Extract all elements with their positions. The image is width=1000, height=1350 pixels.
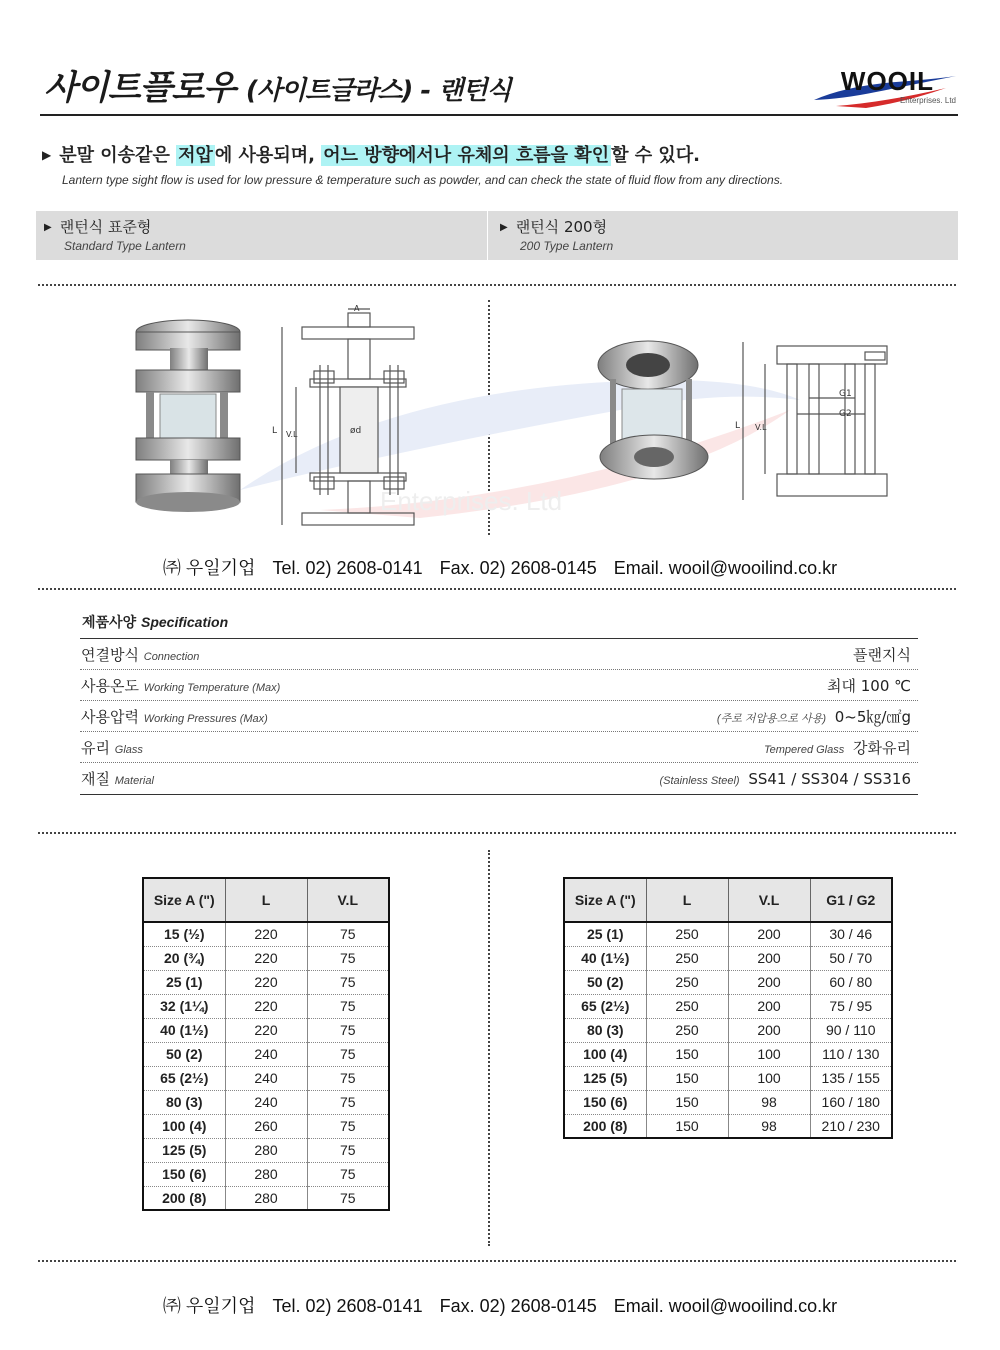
logo-text: WOOIL (840, 66, 934, 96)
value-cell: 75 (307, 1090, 389, 1114)
company-name: ㈜ 우일기업 (162, 558, 256, 578)
size-cell: 125 (5) (564, 1066, 646, 1090)
value-cell: 150 (646, 1090, 728, 1114)
value-cell: 200 (728, 1018, 810, 1042)
size-cell: 32 (1¼) (143, 994, 225, 1018)
value-cell: 250 (646, 922, 728, 946)
dim-g1: G1 (839, 389, 852, 399)
table-row (143, 1042, 389, 1066)
size-cell: 50 (2) (564, 970, 646, 994)
value-cell: 75 (307, 970, 389, 994)
value-cell: 200 (728, 946, 810, 970)
value-cell: 75 (307, 1066, 389, 1090)
table-body (143, 922, 389, 1210)
col-header: G1 / G2 (810, 878, 892, 922)
table-row (143, 970, 389, 994)
size-cell: 100 (4) (564, 1042, 646, 1066)
value-cell: 135 / 155 (810, 1066, 892, 1090)
value-cell: 220 (225, 994, 307, 1018)
intro-korean: ▶ 분말 이송같은 저압 에 사용되며, 어느 방향에서나 유체의 흐름을 확인 할 수 있다. (42, 145, 701, 166)
table-row (143, 922, 389, 946)
col-header: L (646, 878, 728, 922)
svg-text:Enterprises. Ltd: Enterprises. Ltd (380, 486, 563, 516)
value-cell: 98 (728, 1090, 810, 1114)
table-row (143, 994, 389, 1018)
triangle-bullet-icon: ▶ (44, 222, 52, 233)
value-cell: 150 (646, 1042, 728, 1066)
type-200: ▶ 랜턴식 200형 200 Type Lantern (500, 218, 614, 253)
standard-size-table (142, 877, 390, 1211)
size-cell: 65 (2½) (143, 1066, 225, 1090)
value-cell: 100 (728, 1066, 810, 1090)
size-cell: 40 (1½) (564, 946, 646, 970)
dotted-divider (38, 588, 956, 590)
value-cell: 60 / 80 (810, 970, 892, 994)
logo-subtext: Enterprises. Ltd (899, 96, 956, 105)
value-cell: 150 (646, 1066, 728, 1090)
spec-table (80, 638, 918, 795)
value-cell: 200 (728, 970, 810, 994)
col-header: V.L (307, 878, 389, 922)
table-row (143, 1114, 389, 1138)
table-row (143, 1138, 389, 1162)
value-cell: 220 (225, 946, 307, 970)
company-name: ㈜ 우일기업 (162, 1296, 256, 1316)
spec-title: 제품사양 Specification (82, 614, 229, 631)
value-cell: 250 (646, 994, 728, 1018)
size-cell: 150 (6) (143, 1162, 225, 1186)
dotted-divider (38, 832, 956, 834)
highlight-low-pressure: 저압 (178, 145, 213, 166)
value-cell: 75 (307, 1138, 389, 1162)
value-cell: 75 (307, 1018, 389, 1042)
col-header: Size A (") (564, 878, 646, 922)
standard-lantern-photo (130, 318, 250, 518)
value-cell: 280 (225, 1162, 307, 1186)
type-bar (36, 211, 958, 260)
value-cell: 280 (225, 1186, 307, 1210)
size-cell: 100 (4) (143, 1114, 225, 1138)
value-cell: 200 (728, 922, 810, 946)
col-header: L (225, 878, 307, 922)
table-row (564, 1090, 892, 1114)
value-cell: 260 (225, 1114, 307, 1138)
dim-a: A (354, 305, 360, 313)
table-row (564, 946, 892, 970)
value-cell: 160 / 180 (810, 1090, 892, 1114)
header (40, 58, 958, 116)
value-cell: 220 (225, 970, 307, 994)
value-cell: 90 / 110 (810, 1018, 892, 1042)
table-row (143, 1018, 389, 1042)
table-row (564, 970, 892, 994)
dotted-divider (38, 1260, 956, 1262)
table-row (564, 994, 892, 1018)
value-cell: 250 (646, 946, 728, 970)
spec-row: 연결방식 Connection 플랜지식 (80, 639, 918, 670)
value-cell: 200 (728, 994, 810, 1018)
size-cell: 15 (½) (143, 922, 225, 946)
spec-row: 사용압력 Working Pressures (Max) (주로 저압용으로 사용) 0~5㎏/㎠g (80, 701, 918, 732)
intro (42, 141, 942, 187)
col-header: Size A (") (143, 878, 225, 922)
spec-section (80, 612, 918, 795)
value-cell: 240 (225, 1090, 307, 1114)
type-200-lantern-photo (590, 335, 720, 495)
size-cell: 200 (8) (143, 1186, 225, 1210)
value-cell: 210 / 230 (821, 1117, 880, 1134)
size-cell: 80 (3) (143, 1090, 225, 1114)
value-cell: 75 (307, 922, 389, 946)
table-row (143, 1066, 389, 1090)
divider (487, 211, 488, 260)
value-cell: 240 (225, 1066, 307, 1090)
table-row (564, 1066, 892, 1090)
value-cell: 75 (339, 1189, 356, 1206)
highlight-flow-check: 어느 방향에서나 유체의 흐름을 확인 (323, 145, 610, 166)
type-200-lantern-drawing (735, 330, 895, 510)
email: Email. wooil@wooilind.co.kr (613, 1296, 838, 1316)
size-cell: 80 (3) (564, 1018, 646, 1042)
size-cell: 150 (6) (564, 1090, 646, 1114)
size-cell: 125 (5) (143, 1138, 225, 1162)
value-cell: 100 (728, 1042, 810, 1066)
value-cell: 150 (646, 1114, 728, 1138)
type-200-size-table (563, 877, 893, 1139)
size-cell: 20 (¾) (143, 946, 225, 970)
page-subtitle: (사이트글라스) - 랜턴식 (245, 76, 511, 106)
value-cell: 240 (225, 1042, 307, 1066)
size-cell: 25 (1) (564, 922, 646, 946)
value-cell: 250 (646, 1018, 728, 1042)
contact-line-footer (0, 1292, 1000, 1318)
triangle-bullet-icon: ▶ (500, 222, 508, 233)
value-cell: 280 (225, 1138, 307, 1162)
value-cell: 220 (225, 922, 307, 946)
type-standard: ▶ 랜턴식 표준형 Standard Type Lantern (44, 218, 186, 253)
value-cell: 250 (646, 970, 728, 994)
value-cell: 75 / 95 (810, 994, 892, 1018)
value-cell: 220 (225, 1018, 307, 1042)
triangle-bullet-icon: ▶ (42, 148, 52, 162)
table-row (143, 1186, 389, 1210)
spec-row: 재질 Material (Stainless Steel) SS41 / SS304 / SS316 (81, 769, 911, 788)
table-row (564, 1018, 892, 1042)
table-row (564, 1042, 892, 1066)
table-row (143, 1090, 389, 1114)
size-cell: 40 (1½) (143, 1018, 225, 1042)
email: Email. wooil@wooilind.co.kr (613, 558, 838, 578)
phone: Tel. 02) 2608-0141 (272, 1296, 423, 1316)
vertical-dotted-divider (488, 850, 490, 1246)
table-row (143, 1162, 389, 1186)
value-cell: 110 / 130 (810, 1042, 892, 1066)
size-cell: 25 (1) (143, 970, 225, 994)
table-row (564, 1114, 892, 1138)
dim-g2: G2 (839, 409, 852, 419)
intro-english: Lantern type sight flow is used for low pressure & temperature such as powder, and can check the state of fluid flow from any directions. (62, 173, 784, 187)
size-cell: 50 (2) (143, 1042, 225, 1066)
spec-row: 유리 Glass Tempered Glass 강화유리 (80, 732, 918, 763)
standard-lantern-drawing (270, 305, 440, 535)
fax: Fax. 02) 2608-0145 (439, 1296, 597, 1316)
value-cell: 75 (307, 1042, 389, 1066)
dim-vl: V.L (286, 430, 298, 439)
value-cell: 75 (307, 1162, 389, 1186)
dotted-divider (38, 284, 956, 286)
value-cell: 75 (307, 946, 389, 970)
value-cell: 75 (307, 994, 389, 1018)
size-cell: 200 (8) (564, 1114, 646, 1138)
dim-l: L (735, 421, 741, 431)
table-row (564, 922, 892, 946)
dim-l: L (272, 426, 278, 436)
value-cell: 30 / 46 (810, 922, 892, 946)
table-row (143, 946, 389, 970)
phone: Tel. 02) 2608-0141 (272, 558, 423, 578)
size-cell: 65 (2½) (564, 994, 646, 1018)
value-cell: 98 (728, 1114, 810, 1138)
table-body (564, 922, 892, 1138)
value-cell: 50 / 70 (810, 946, 892, 970)
col-header: V.L (728, 878, 810, 922)
value-cell: 75 (307, 1114, 389, 1138)
contact-line (0, 554, 1000, 580)
fax: Fax. 02) 2608-0145 (439, 558, 597, 578)
page-title: 사이트플로우 (사이트글라스) - 랜턴식 (44, 68, 511, 108)
dim-phi-d: ød (350, 426, 362, 436)
dim-vl: V.L (755, 423, 767, 432)
spec-row: 사용온도 Working Temperature (Max) 최대 100 ℃ (80, 670, 918, 701)
